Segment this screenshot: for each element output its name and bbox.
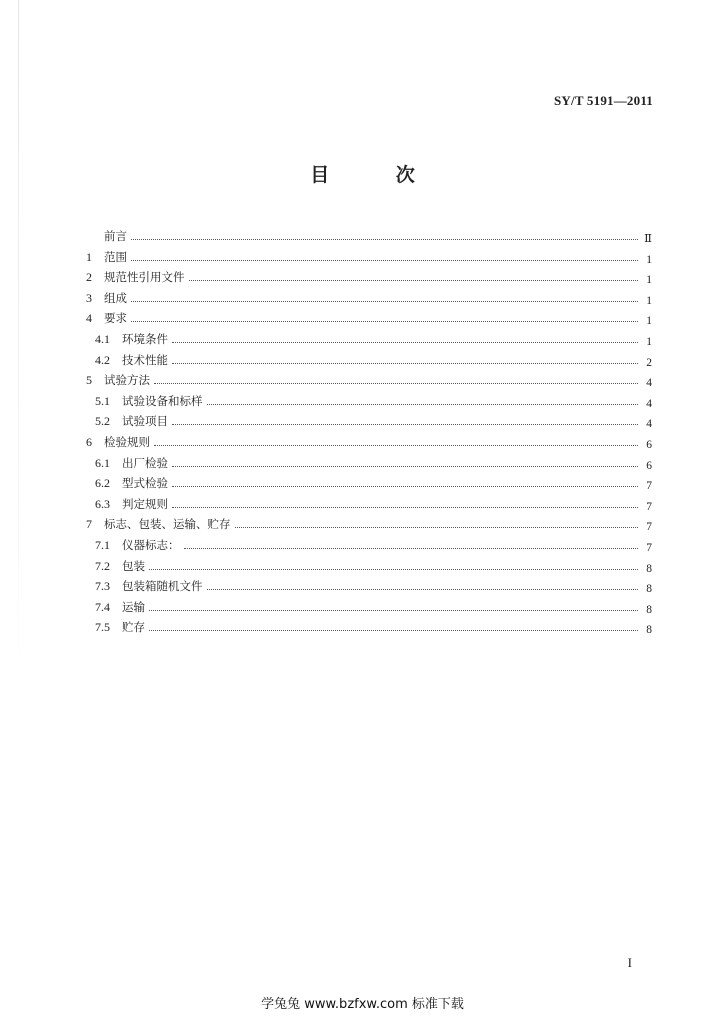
- toc-entry-number: 6: [86, 434, 92, 449]
- toc-entry-label: 技术性能: [122, 352, 168, 367]
- toc-entry-number: 6.1: [95, 455, 110, 470]
- toc-entry-number: 7: [86, 517, 92, 532]
- toc-entry[interactable]: [86, 576, 652, 597]
- page-title: 目 次: [310, 164, 445, 186]
- toc-entry[interactable]: [86, 267, 652, 288]
- toc-entry-number: 4.2: [95, 352, 110, 367]
- toc-entry[interactable]: [86, 432, 652, 453]
- toc-entry-label: 型式检验: [122, 476, 168, 491]
- toc-entry-page: 1: [646, 294, 652, 307]
- toc-entry-page: 4: [646, 397, 652, 410]
- toc-entry-page: 8: [646, 583, 652, 596]
- toc-entry-number: 7.3: [95, 579, 110, 594]
- toc-entry-number: 5.1: [95, 393, 110, 408]
- toc-entry-page: 6: [646, 459, 652, 472]
- toc-entry-page: 7: [646, 500, 652, 513]
- toc-entry[interactable]: [86, 473, 652, 494]
- toc-dot-leader: [172, 466, 638, 467]
- toc-dot-leader: [131, 301, 638, 302]
- toc-entry-page: 1: [646, 335, 652, 348]
- toc-entry-page: 7: [646, 521, 652, 534]
- toc-entry-page: 7: [646, 541, 652, 554]
- toc-entry[interactable]: [86, 329, 652, 350]
- toc-entry-label: 试验方法: [104, 373, 150, 388]
- toc-dot-leader: [149, 569, 638, 570]
- toc-entry-page: 8: [646, 624, 652, 637]
- toc-entry[interactable]: [86, 350, 652, 371]
- toc-entry[interactable]: [86, 597, 652, 618]
- toc-entry-number: 7.4: [95, 599, 110, 614]
- toc-entry-label: 试验设备和标样: [122, 393, 203, 408]
- toc-entry[interactable]: [86, 391, 652, 412]
- toc-dot-leader: [172, 486, 638, 487]
- toc-dot-leader: [172, 424, 638, 425]
- toc-dot-leader: [172, 507, 638, 508]
- toc-entry-label: 范围: [104, 249, 127, 264]
- toc-dot-leader: [149, 610, 638, 611]
- toc-entry-page: 6: [646, 438, 652, 451]
- toc-entry[interactable]: [86, 411, 652, 432]
- toc-entry-page: 7: [646, 480, 652, 493]
- toc-entry-page: 8: [646, 562, 652, 575]
- toc-dot-leader: [235, 527, 639, 528]
- toc-dot-leader: [184, 548, 639, 549]
- toc-entry[interactable]: [86, 514, 652, 535]
- toc-entry-page: 4: [646, 418, 652, 431]
- toc-entry-label: 检验规则: [104, 434, 150, 449]
- toc-entry[interactable]: [86, 494, 652, 515]
- toc-entry-label: 组成: [104, 290, 127, 305]
- toc-entry[interactable]: [86, 288, 652, 309]
- toc-entry-label: 出厂检验: [122, 455, 168, 470]
- toc-entry-label: 判定规则: [122, 496, 168, 511]
- toc-entry-label: 要求: [104, 311, 127, 326]
- toc-entry-number: 6.2: [95, 476, 110, 491]
- toc-entry-number: 3: [86, 290, 92, 305]
- toc-entry-page: 8: [646, 603, 652, 616]
- toc-entry-label: 贮存: [122, 620, 145, 635]
- toc-entry-label: 包装: [122, 558, 145, 573]
- toc-dot-leader: [149, 630, 638, 631]
- toc-entry-number: 4: [86, 311, 92, 326]
- toc-entry[interactable]: [86, 308, 652, 329]
- toc-entry[interactable]: [86, 370, 652, 391]
- toc-entry-page: 1: [646, 274, 652, 287]
- toc-entry[interactable]: [86, 617, 652, 638]
- footer-watermark: 学兔兔 www.bzfxw.com 标准下载: [261, 997, 464, 1012]
- toc-entry-number: 7.5: [95, 620, 110, 635]
- toc-entry-page: 1: [646, 253, 652, 266]
- toc-entry-label: 仪器标志：: [122, 537, 180, 552]
- toc-entry-number: 5: [86, 373, 92, 388]
- toc-dot-leader: [189, 280, 639, 281]
- standard-number: SY/T 5191—2011: [554, 93, 653, 108]
- toc-dot-leader: [154, 445, 638, 446]
- toc-dot-leader: [207, 589, 639, 590]
- toc-entry-page: 2: [646, 356, 652, 369]
- table-of-contents: [86, 226, 652, 638]
- toc-entry-label: 运输: [122, 599, 145, 614]
- toc-entry-number: 7.2: [95, 558, 110, 573]
- toc-entry-label: 标志、包装、运输、贮存: [104, 517, 231, 532]
- toc-entry-number: 2: [86, 270, 92, 285]
- toc-entry[interactable]: [86, 247, 652, 268]
- toc-entry-label: 试验项目: [122, 414, 168, 429]
- toc-entry-number: 6.3: [95, 496, 110, 511]
- toc-dot-leader: [172, 363, 638, 364]
- toc-dot-leader: [207, 404, 639, 405]
- toc-entry[interactable]: [86, 556, 652, 577]
- toc-entry-number: 1: [86, 249, 92, 264]
- toc-entry-page: Ⅱ: [644, 233, 652, 245]
- page-folio: I: [627, 955, 632, 970]
- toc-entry-label: 前言: [104, 229, 127, 243]
- toc-entry[interactable]: [86, 453, 652, 474]
- toc-entry-number: 7.1: [95, 537, 110, 552]
- toc-entry-number: 5.2: [95, 414, 110, 429]
- toc-entry[interactable]: [86, 535, 652, 556]
- toc-entry[interactable]: [86, 226, 652, 247]
- toc-entry-page: 4: [646, 377, 652, 390]
- scan-edge-shadow: [18, 0, 19, 700]
- toc-entry-label: 环境条件: [122, 331, 168, 346]
- toc-dot-leader: [154, 383, 638, 384]
- toc-dot-leader: [131, 239, 638, 240]
- toc-entry-label: 包装箱随机文件: [122, 579, 203, 594]
- toc-dot-leader: [131, 260, 638, 261]
- toc-dot-leader: [172, 342, 638, 343]
- toc-dot-leader: [131, 321, 638, 322]
- toc-entry-label: 规范性引用文件: [104, 270, 185, 285]
- toc-entry-page: 1: [646, 315, 652, 328]
- toc-entry-number: 4.1: [95, 331, 110, 346]
